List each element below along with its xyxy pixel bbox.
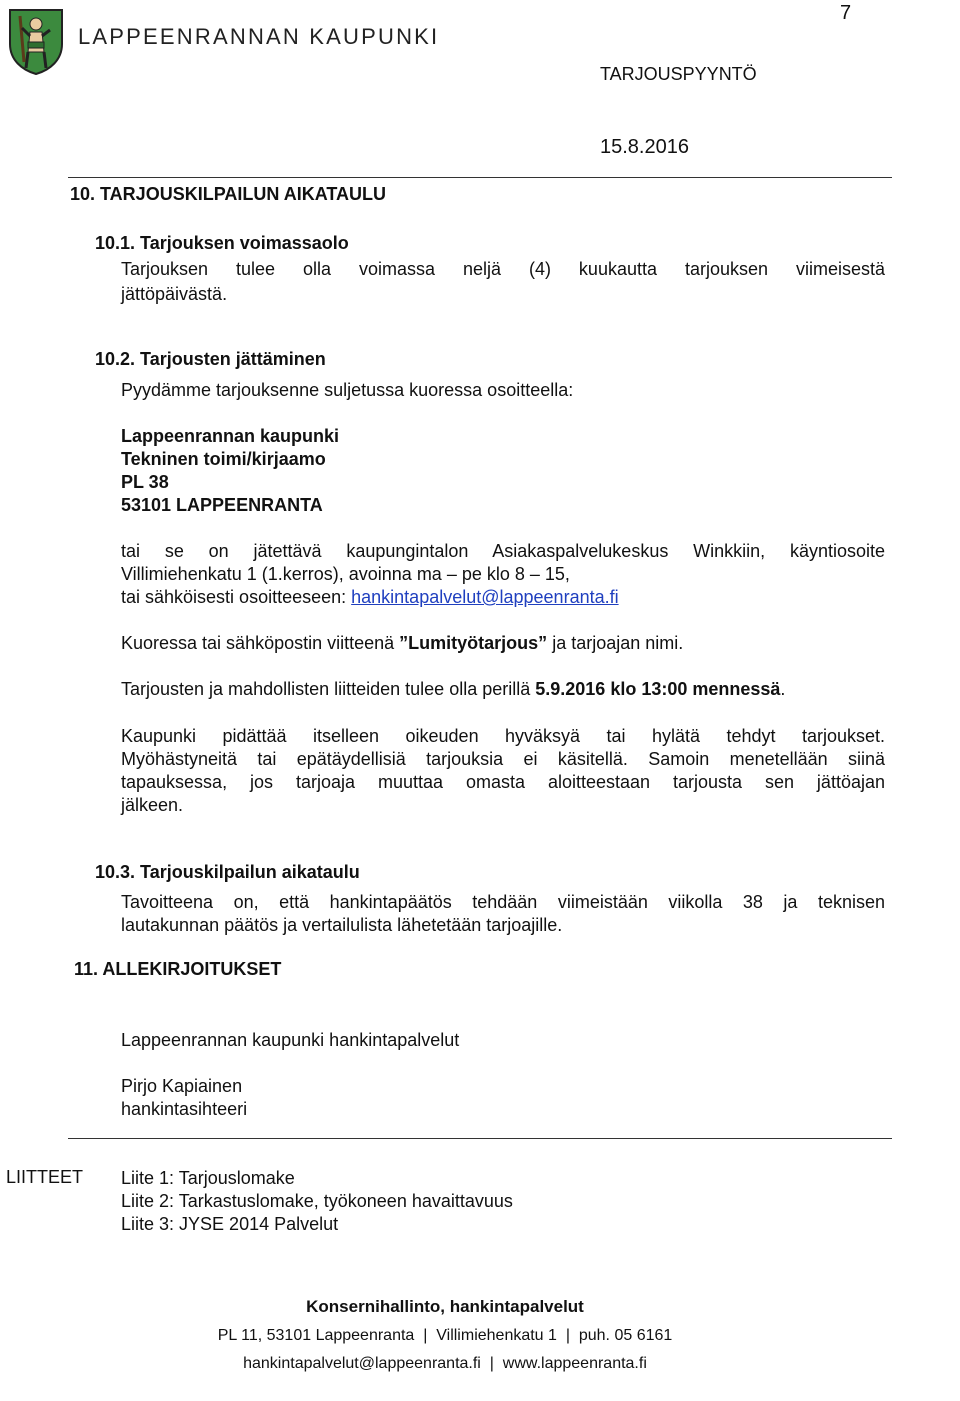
attachment-item: Liite 2: Tarkastuslomake, työkoneen havaittavuus bbox=[121, 1191, 513, 1211]
address-line-3: PL 38 bbox=[121, 472, 169, 492]
subject-before: Kuoressa tai sähköpostin viitteenä bbox=[121, 633, 400, 653]
header-divider bbox=[68, 177, 892, 178]
delivery-text-line1: tai se on jätettävä kaupungintalon Asiakaspalvelukeskus Winkkiin, käyntiosoite bbox=[121, 541, 885, 561]
email-link[interactable]: hankintapalvelut@lappeenranta.fi bbox=[351, 587, 619, 607]
subject-line bbox=[121, 632, 683, 654]
validity-text-line1: Tarjouksen tulee olla voimassa neljä (4) kuukautta tarjouksen viimeisestä bbox=[121, 259, 885, 279]
section-10-2-heading: 10.2. Tarjousten jättäminen bbox=[95, 349, 326, 369]
subject-keyword: ”Lumityötarjous” bbox=[399, 633, 548, 653]
signer-name: Pirjo Kapiainen bbox=[121, 1076, 243, 1096]
delivery-text-line3 bbox=[121, 586, 619, 608]
attachments-divider bbox=[68, 1138, 892, 1139]
rights-line3: tapauksessa, jos tarjoaja muuttaa omasta aloitteestaan tarjousta sen jättöajan bbox=[121, 772, 885, 792]
schedule-line1: Tavoitteena on, että hankintapäätös tehdään viimeistään viikolla 38 ja teknisen bbox=[121, 892, 885, 912]
deadline-line bbox=[121, 678, 785, 700]
section-10-3-heading: 10.3. Tarjouskilpailun aikataulu bbox=[95, 862, 360, 882]
footer-address: PL 11, 53101 Lappeenranta | Villimiehenkatu 1 | puh. 05 6161 bbox=[217, 1327, 673, 1344]
deadline-date: 5.9.2016 klo 13:00 mennessä bbox=[535, 679, 781, 699]
attachments-label: LIITTEET bbox=[6, 1167, 84, 1187]
address-line-4: 53101 LAPPEENRANTA bbox=[121, 495, 323, 515]
doc-date: 15.8.2016 bbox=[600, 136, 689, 158]
attachment-item: Liite 3: JYSE 2014 Palvelut bbox=[121, 1214, 339, 1234]
address-line-1: Lappeenrannan kaupunki bbox=[121, 426, 340, 446]
rights-line1: Kaupunki pidättää itselleen oikeuden hyväksyä tai hylätä tehdyt tarjoukset. bbox=[121, 726, 885, 746]
attachment-item: Liite 1: Tarjouslomake bbox=[121, 1168, 295, 1188]
schedule-line2: lautakunnan päätös ja vertailulista lähetetään tarjoajille. bbox=[121, 915, 563, 935]
footer-unit: Konsernihallinto, hankintapalvelut bbox=[306, 1297, 584, 1316]
signature-org: Lappeenrannan kaupunki hankintapalvelut bbox=[121, 1030, 460, 1050]
doc-type: TARJOUSPYYNTÖ bbox=[600, 64, 757, 84]
org-name: LAPPEENRANNAN KAUPUNKI bbox=[78, 24, 440, 49]
section-10-1-heading: 10.1. Tarjouksen voimassaolo bbox=[95, 233, 349, 253]
delivery-text-line2: Villimiehenkatu 1 (1.kerros), avoinna ma – pe klo 8 – 15, bbox=[121, 564, 570, 584]
section-10-heading: 10. TARJOUSKILPAILUN AIKATAULU bbox=[70, 184, 387, 204]
city-crest-logo bbox=[6, 6, 66, 76]
subject-after: ja tarjoajan nimi. bbox=[547, 633, 684, 653]
validity-text-line2: jättöpäivästä. bbox=[121, 284, 228, 304]
footer-contact: hankintapalvelut@lappeenranta.fi | www.lappeenranta.fi bbox=[243, 1355, 647, 1372]
deadline-after: . bbox=[780, 679, 786, 699]
rights-line2: Myöhästyneitä tai epätäydellisiä tarjouksia ei käsitellä. Samoin menetellään siinä bbox=[121, 749, 885, 769]
email-prefix: tai sähköisesti osoitteeseen: bbox=[121, 587, 352, 607]
deadline-before: Tarjousten ja mahdollisten liitteiden tulee olla perillä bbox=[121, 679, 536, 699]
section-11-heading: 11. ALLEKIRJOITUKSET bbox=[74, 959, 282, 979]
submission-intro: Pyydämme tarjouksenne suljetussa kuoressa osoitteella: bbox=[121, 380, 574, 400]
address-line-2: Tekninen toimi/kirjaamo bbox=[121, 449, 326, 469]
page-number: 7 bbox=[840, 2, 852, 24]
rights-line4: jälkeen. bbox=[121, 795, 184, 815]
signer-title: hankintasihteeri bbox=[121, 1099, 248, 1119]
crest-icon bbox=[6, 6, 66, 76]
